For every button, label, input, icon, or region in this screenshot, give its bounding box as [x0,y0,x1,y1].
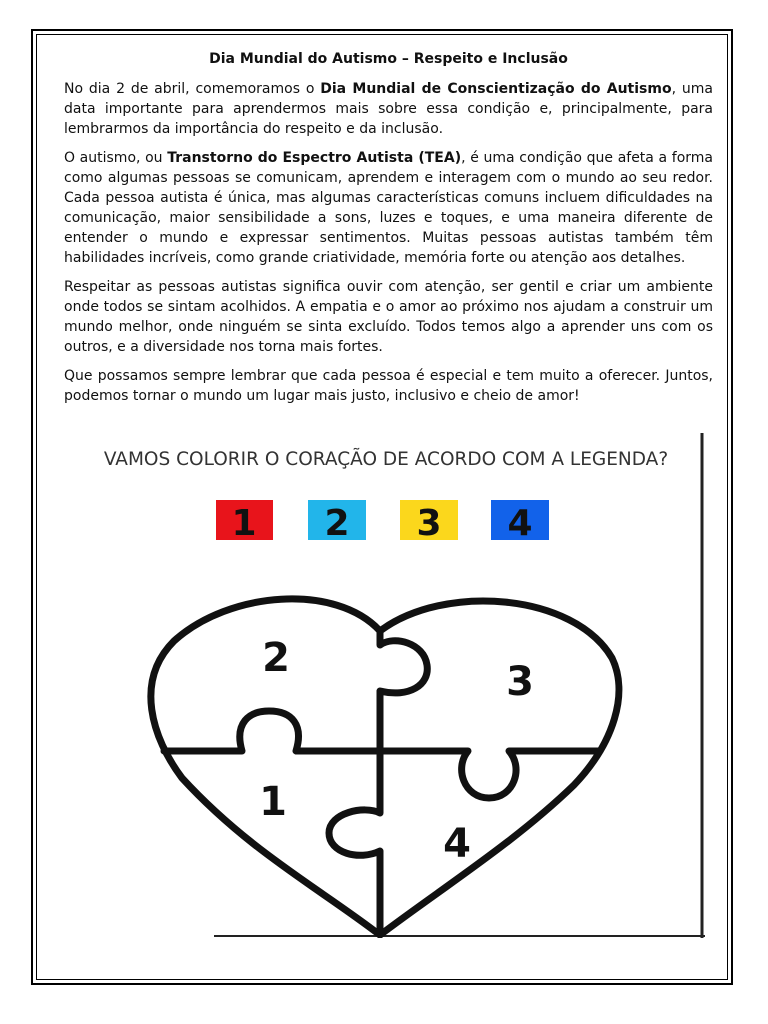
paragraph-2-text-b: , é uma condição que afeta a forma como algumas pessoas se comunicam, aprendem e interagem com o mundo ao seu redor. Cada pessoa autista é única, mas algumas características comuns incluem dificuldades na comunicação, maior sensibilidade a sons, luzes e toques, e uma maneira diferente de entender o mundo e expressar sentimentos. Muitas pessoas autistas também têm habilidades incríveis, como grande criatividade, memória forte ou atenção aos detalhes. [64,150,713,266]
paragraph-1-text-b: , uma data importante para aprendermos mais sobre essa condição e, principalmente, para lembrarmos da importância do respeito e da inclusão. [64,81,713,137]
legend-number-4: 4 [507,503,533,544]
paragraph-2-text-a: O autismo, ou [64,150,168,166]
activity-heading: VAMOS COLORIR O CORAÇÃO DE ACORDO COM A LEGENDA? [103,449,669,470]
piece-label-1: 1 [259,779,287,825]
document-body [64,50,713,415]
legend-number-2: 2 [324,503,350,544]
piece-label-3: 3 [506,659,534,705]
coloring-activity [64,433,705,938]
paragraph-3: Respeitar as pessoas autistas significa ouvir com atenção, ser gentil e criar um ambiente onde todos se sintam acolhidos. A empatia e o amor ao próximo nos ajudam a construir um mundo melhor, onde ninguém se sinta excluído. Todos temos algo a aprender uns com os outros, e a diversidade nos torna mais fortes. [64,279,713,355]
heart-outline [151,599,619,935]
piece-label-4: 4 [443,821,471,867]
legend-number-3: 3 [416,503,442,544]
puzzle-vertical-seam [329,631,427,935]
piece-label-2: 2 [262,635,290,681]
paragraph-2-bold: Transtorno do Espectro Autista (TEA) [167,150,462,166]
heart-puzzle [151,599,619,935]
legend [216,500,549,544]
paragraph-1 [64,79,713,139]
paragraph-2 [64,148,713,268]
legend-number-1: 1 [231,503,257,544]
coloring-activity-figure [64,433,705,938]
paragraph-1-bold: Dia Mundial de Conscientização do Autismo [320,81,672,97]
paragraph-1-text-a: No dia 2 de abril, comemoramos o [64,81,321,97]
paragraph-4: Que possamos sempre lembrar que cada pessoa é especial e tem muito a oferecer. Juntos, podemos tornar o mundo um lugar mais justo, inclusivo e cheio de amor! [64,368,713,404]
document-title: Dia Mundial do Autismo – Respeito e Inclusão [209,51,568,67]
